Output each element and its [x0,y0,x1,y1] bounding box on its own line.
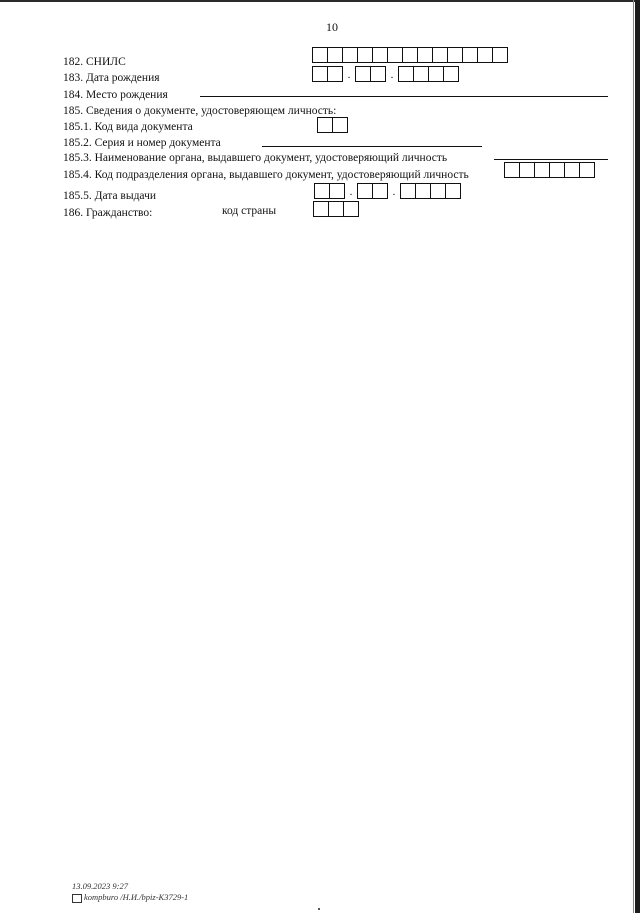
doc-type-code-label: 185.1. Код вида документа [63,121,193,133]
issue-month-group[interactable] [357,183,388,199]
issuer-code-cell[interactable] [580,162,595,178]
date-separator: . [392,186,396,198]
country-code-cell[interactable] [344,201,359,217]
issue-year-cell[interactable] [446,183,461,199]
snils-label: 182. СНИЛС [63,56,126,68]
snils-cell[interactable] [493,47,508,63]
doc-series-number-line[interactable] [262,146,482,147]
scan-edge-right [635,0,640,913]
date-separator: . [349,186,353,198]
issuer-code-cell[interactable] [565,162,580,178]
snils-cell[interactable] [312,47,328,63]
snils-cell[interactable] [328,47,343,63]
issuer-code-cell[interactable] [535,162,550,178]
snils-cell[interactable] [343,47,358,63]
identity-doc-heading: 185. Сведения о документе, удостоверяющем личность: [63,105,337,117]
birth-year-cell[interactable] [429,66,444,82]
issuer-code-cell[interactable] [520,162,535,178]
snils-cell[interactable] [358,47,373,63]
birth-year-cell[interactable] [398,66,414,82]
issue-month-cell[interactable] [357,183,373,199]
snils-cell[interactable] [373,47,388,63]
snils-cell[interactable] [463,47,478,63]
issuer-code-cell[interactable] [550,162,565,178]
birth-date-boxes[interactable] [312,66,459,82]
snils-boxes[interactable] [312,47,508,63]
issue-day-group[interactable] [314,183,345,199]
birth-day-group[interactable] [312,66,343,82]
issue-month-cell[interactable] [373,183,388,199]
footer-path: kompburo /H.И./bpiz-K3729-1 [84,892,189,902]
issuer-code-label: 185.4. Код подразделения органа, выдавшего документ, удостоверяющий личность [63,169,469,181]
snils-cell[interactable] [448,47,463,63]
snils-cell[interactable] [478,47,493,63]
issue-day-cell[interactable] [330,183,345,199]
issue-date-label: 185.5. Дата выдачи [63,190,157,202]
issuer-code-boxes[interactable] [504,162,595,178]
issuer-name-label: 185.3. Наименование органа, выдавшего документ, удостоверяющий личность [63,152,448,164]
country-code-cell[interactable] [313,201,329,217]
doc-type-code-cell[interactable] [317,117,333,133]
footer-timestamp: 13.09.2023 9:27 [72,881,128,891]
snils-cell[interactable] [388,47,403,63]
issue-day-cell[interactable] [314,183,330,199]
country-code-cell[interactable] [329,201,344,217]
doc-type-code-cell[interactable] [333,117,348,133]
birth-month-group[interactable] [355,66,386,82]
country-code-label: код страны [222,205,277,217]
birth-year-group[interactable] [398,66,459,82]
birth-place-line[interactable] [200,96,608,97]
country-code-boxes[interactable] [313,201,359,217]
doc-series-number-label: 185.2. Серия и номер документа [63,137,221,149]
issuer-code-cell[interactable] [504,162,520,178]
issue-date-boxes[interactable] [314,183,461,199]
date-separator: . [390,69,394,81]
scan-speck [318,908,320,910]
birth-day-cell[interactable] [328,66,343,82]
birth-date-label: 183. Дата рождения [63,72,160,84]
issuer-name-line[interactable] [494,159,608,160]
date-separator: . [347,69,351,81]
document-icon [72,894,82,903]
birth-month-cell[interactable] [355,66,371,82]
snils-cell[interactable] [433,47,448,63]
scan-edge-right-inner [633,0,634,913]
issue-year-cell[interactable] [400,183,416,199]
footer-path-line [72,892,188,903]
snils-cell[interactable] [403,47,418,63]
issue-year-cell[interactable] [416,183,431,199]
doc-type-code-boxes[interactable] [317,117,348,133]
scan-edge-top [0,0,640,2]
snils-cell[interactable] [418,47,433,63]
birth-year-cell[interactable] [414,66,429,82]
birth-year-cell[interactable] [444,66,459,82]
page-number: 10 [326,20,338,34]
birth-month-cell[interactable] [371,66,386,82]
issue-year-cell[interactable] [431,183,446,199]
citizenship-label: 186. Гражданство: [63,207,153,219]
birth-day-cell[interactable] [312,66,328,82]
birth-place-label: 184. Место рождения [63,89,168,101]
issue-year-group[interactable] [400,183,461,199]
